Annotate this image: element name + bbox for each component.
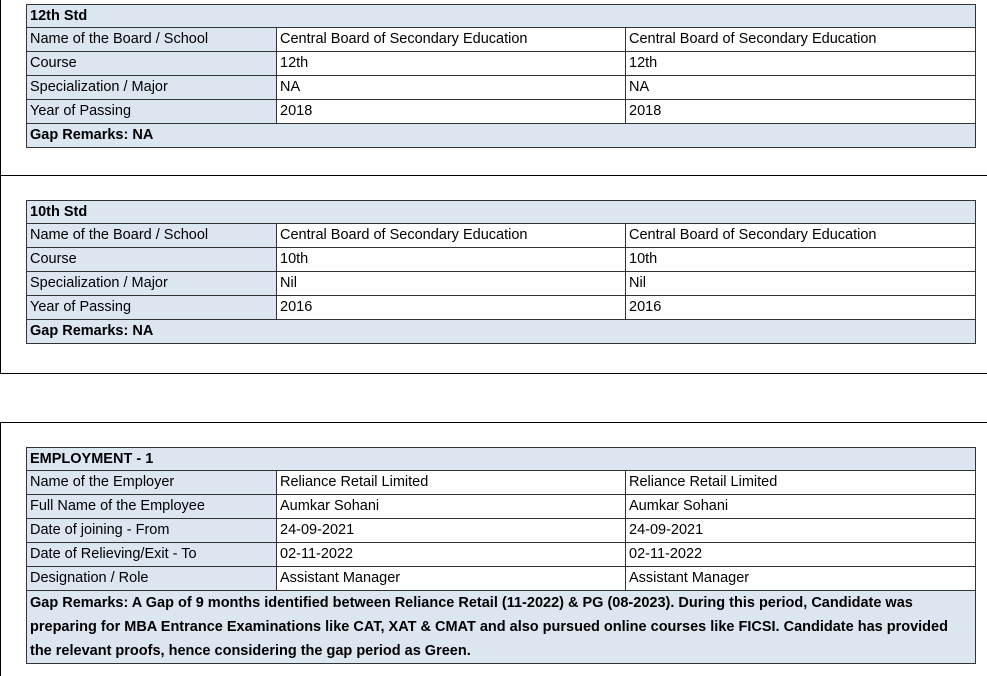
row-label: Full Name of the Employee xyxy=(27,495,277,519)
gap-remarks-row xyxy=(27,124,976,148)
row-value: 24-09-2021 xyxy=(277,519,626,543)
table-employment-1 xyxy=(26,447,976,664)
row-value: Central Board of Secondary Education xyxy=(277,28,626,52)
table-10th xyxy=(26,200,976,344)
row-value: Nil xyxy=(626,272,976,296)
row-value: 10th xyxy=(626,248,976,272)
row-value: 10th xyxy=(277,248,626,272)
row-value: Central Board of Secondary Education xyxy=(626,28,976,52)
row-label: Date of joining - From xyxy=(27,519,277,543)
row-value: NA xyxy=(626,76,976,100)
section-employment-frame xyxy=(0,422,987,676)
row-label: Year of Passing xyxy=(27,296,277,320)
gap-remarks: Gap Remarks: NA xyxy=(27,320,976,344)
row-label: Specialization / Major xyxy=(27,76,277,100)
row-value: 2018 xyxy=(626,100,976,124)
table-row xyxy=(27,28,976,52)
table-row xyxy=(27,52,976,76)
row-value: Assistant Manager xyxy=(626,567,976,591)
table-row xyxy=(27,76,976,100)
section-10th-frame xyxy=(0,176,987,374)
row-value: 02-11-2022 xyxy=(626,543,976,567)
row-value: Aumkar Sohani xyxy=(277,495,626,519)
table-header xyxy=(27,448,976,471)
section-title: 10th Std xyxy=(27,201,976,224)
row-value: 02-11-2022 xyxy=(277,543,626,567)
gap-remarks-row xyxy=(27,320,976,344)
section-12th-frame xyxy=(0,0,987,176)
table-12th xyxy=(26,4,976,148)
row-value: 12th xyxy=(277,52,626,76)
table-row xyxy=(27,543,976,567)
row-value: Reliance Retail Limited xyxy=(277,471,626,495)
row-value: Aumkar Sohani xyxy=(626,495,976,519)
table-row xyxy=(27,519,976,543)
table-row xyxy=(27,248,976,272)
row-value: Central Board of Secondary Education xyxy=(626,224,976,248)
row-value: 2018 xyxy=(277,100,626,124)
gap-remarks: Gap Remarks: A Gap of 9 months identified between Reliance Retail (11-2022) & PG (08-2023). During this period, Candidate was preparing for MBA Entrance Examinations like CAT, XAT & CMAT and also pursued online courses like FICSI. Candidate has provided the relevant proofs, hence considering the gap period as Green. xyxy=(27,591,976,664)
table-row xyxy=(27,224,976,248)
row-label: Name of the Employer xyxy=(27,471,277,495)
row-label: Year of Passing xyxy=(27,100,277,124)
row-label: Name of the Board / School xyxy=(27,224,277,248)
row-value: Nil xyxy=(277,272,626,296)
section-title: 12th Std xyxy=(27,5,976,28)
row-value: 2016 xyxy=(626,296,976,320)
table-row xyxy=(27,296,976,320)
row-value: Reliance Retail Limited xyxy=(626,471,976,495)
table-row xyxy=(27,272,976,296)
row-value: Central Board of Secondary Education xyxy=(277,224,626,248)
table-row xyxy=(27,100,976,124)
row-label: Course xyxy=(27,52,277,76)
row-value: NA xyxy=(277,76,626,100)
row-value: 12th xyxy=(626,52,976,76)
row-value: Assistant Manager xyxy=(277,567,626,591)
table-row xyxy=(27,567,976,591)
row-label: Date of Relieving/Exit - To xyxy=(27,543,277,567)
row-label: Specialization / Major xyxy=(27,272,277,296)
table-header xyxy=(27,5,976,28)
table-row xyxy=(27,471,976,495)
row-label: Course xyxy=(27,248,277,272)
row-label: Designation / Role xyxy=(27,567,277,591)
row-label: Name of the Board / School xyxy=(27,28,277,52)
table-header xyxy=(27,201,976,224)
row-value: 24-09-2021 xyxy=(626,519,976,543)
row-value: 2016 xyxy=(277,296,626,320)
gap-remarks-row xyxy=(27,591,976,664)
table-row xyxy=(27,495,976,519)
section-title: EMPLOYMENT - 1 xyxy=(27,448,976,471)
gap-remarks: Gap Remarks: NA xyxy=(27,124,976,148)
